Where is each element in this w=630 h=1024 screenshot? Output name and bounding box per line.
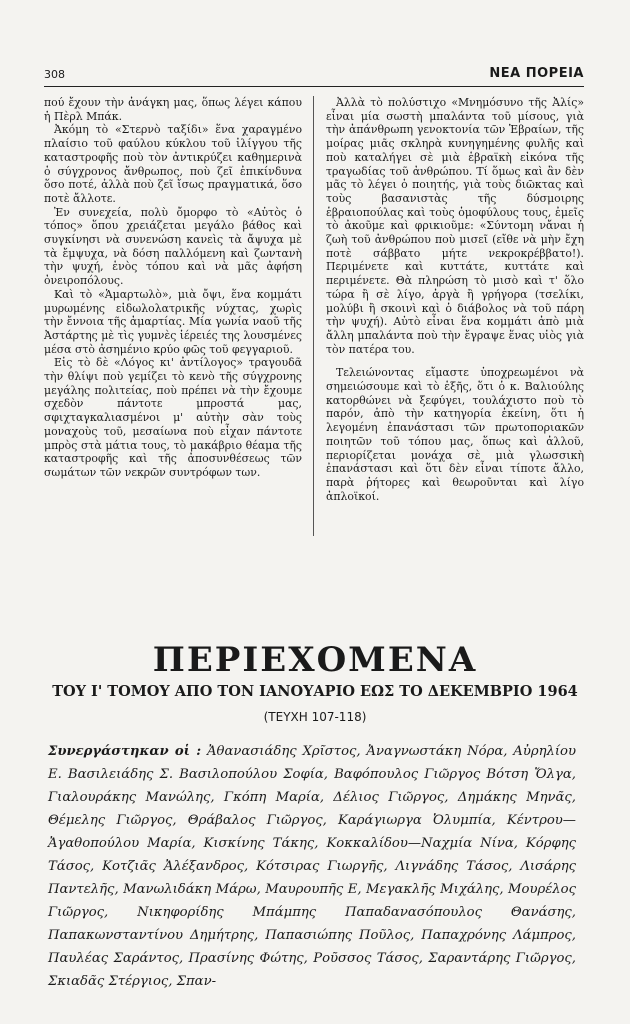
paragraph: Ἀλλὰ τὸ πολύστιχο «Μνημόσυνο τῆς Ἀλίς» εἶναι μία σωστὴ μπαλάντα τοῦ μίσους, γιὰ τὴν ἀπάνθρωπη γενοκτονία τῶν Ἑβραίων, τῆς μοίρας μιᾶς σκληρὰ κυνηγημένης φυλῆς καὶ ποὺ καταλήγει σὲ μιὰ ἑβραϊκὴ εἰκόνα τῆς τραγωδίας τοῦ ἀνθρώπου. Τί ὅμως καὶ ἂν δὲν μᾶς τὸ λέγει ὁ ποιητής, γιὰ τοὺς διῶκτας καὶ τοὺς βασανιστὰς τῆς δύσμοιρης ἑβραιοπούλας καὶ τοὺς ὁμοφύλους τους, ἐμεῖς τὸ ἀκοῦμε καὶ φρικιοῦμε: «Σύντομη νἄναι ἡ ζωὴ τοῦ ἀνθρώπου ποὺ μισεῖ (εἴθε νὰ μὴν ἔχη ποτὲ σάββατο μήτε νεκροκρέββατο!). Περιμένετε καὶ κυττάτε, κυττάτε καὶ περιμένετε. Θὰ πληρώση τὸ μισὸ καὶ τ' ὅλο τώρα ἢ σὲ λίγο, ἀργὰ ἢ γρήγορα (τσελίκι, μολύβι ἢ σκοινὶ καὶ ὁ διάβολος νὰ τοῦ πάρη τὴν ψυχή). Αὐτὸ εἶναι ἕνα κομμάτι ἀπὸ μιὰ ἄλλη μπαλάντα ποὺ τὴν ἔγραψε ἕνας υἱὸς γιὰ τὸν πατέρα του.	[326, 96, 584, 356]
page-number: 308	[44, 68, 65, 81]
contributors-names: Ἀθανασιάδης Χρῖστος, Ἀναγνωστάκη Νόρα, Αὐρηλίου Ε. Βασιλειάδης Σ. Βασιλοπούλου Σοφία, Βαφόπουλος Γιῶργος Βότση Ὄλγα, Γιαλουράκης Μανώλης, Γκόπη Μαρία, Δέλιος Γιῶργος, Δημάκης Μηνᾶς, Θέμελης Γιῶργος, Θράβαλος Γιῶργος, Καράγιωργα Ὀλυμπία, Κέντρου—Ἀγαθοπούλου Μαρία, Κισκίνης Τάκης, Κοκκαλίδου—Ναχμία Νίνα, Κόρφης Τάσος, Κοτζιᾶς Ἀλέξανδρος, Κότσιρας Γιωργῆς, Λιγνάδης Τάσος, Λισάρης Παντελῆς, Μανωλιδάκη Μάρω, Μαυρουπῆς Ε, Μεγακλῆς Μιχάλης, Μουρέλος Γιῶργος, Νικηφορίδης Μπάμπης Παπαδανασόπουλος Θανάσης, Παπακωνσταντίνου Δημήτρης, Παπασιώπης Ποῦλος, Παπαχρόνης Λάμπρος, Παυλέας Σαράντος, Πρασίνης Φώτης, Ροῦσσος Τάσος, Σαραντάρης Γιῶργος, Σκιαδᾶς Στέργιος, Σπαν-	[48, 744, 576, 989]
column-divider	[313, 96, 314, 536]
paragraph: Ἀκόμη τὸ «Στερνὸ ταξίδι» ἕνα χαραγμένο πλαίσιο τοῦ φαύλου κύκλου τοῦ ἰλίγγου τῆς καταστροφῆς ποὺ τὸν ἀντικρύζει καθημερινὰ ὁ σύγχρονος ἄνθρωπος, ποὺ ζεῖ ἐπικίνδυνα ὅσο ποτέ, ἀλλὰ ποὺ ζεῖ ἴσως πραγματικά, ὅσο ποτὲ ἄλλοτε.	[44, 123, 302, 205]
paragraph: πού ἔχουν τὴν ἀνάγκη μας, ὅπως λέγει κάπου ἡ Πὲρλ Μπάκ.	[44, 96, 302, 123]
right-column	[326, 96, 584, 546]
left-column	[44, 96, 302, 546]
paragraph: Καὶ τὸ «Ἁμαρτωλὸ», μιὰ ὄψι, ἕνα κομμάτι μυρωμένης εἰδωλολατρικῆς νύχτας, χωρὶς τὴν ἔννοια τῆς ἁμαρτίας. Μία γωνία ναοῦ τῆς Ἀστάρτης μὲ τὶς γυμνὲς ἱέρειές της λουσμένες μέσα στὸ ἀσημένιο κρύο φῶς τοῦ φεγγαριοῦ.	[44, 287, 302, 356]
paragraph: Τελειώνοντας εἴμαστε ὑποχρεωμένοι νὰ σημειώσουμε καὶ τὸ ἑξῆς, ὅτι ὁ κ. Βαλιούλης κατορθώνει νὰ ξεφύγει, τουλάχιστο ποὺ τὸ παρόν, ἀπὸ τὴν κατηγορία ἐκείνη, ὅτι ἡ λεγομένη ἐπανάστασι τῶν πρωτοποριακῶν ποιητῶν τοῦ τόπου μας, ὅπως καὶ ἀλλοῦ, περιορίζεται μονάχα σὲ μιὰ γλωσσικὴ ἐπανάστασι καὶ ὅτι δὲν εἶναι τίποτε ἄλλο, παρὰ ῥήτορες καὶ θεωροῦνται καὶ λίγο ἀπλοϊκοί.	[326, 366, 584, 503]
toc-title: ΠΕΡΙΕΧΟΜΕΝΑ	[152, 640, 478, 680]
paragraph: Εἰς τὸ δὲ «Λόγος κι' ἀντίλογος» τραγουδᾶ τὴν θλίψι ποὺ γεμίζει τὸ κενὸ τῆς σύγχρονης μεγάλης πολιτείας, ποὺ πρέπει νὰ τὴν ἔχουμε σχεδὸν πάντοτε μπροστά μας, σφιχταγκαλιασμένοι μ' αὐτὴν σὰν τοὺς μοναχοὺς τοῦ, μεσαίωνα ποὺ εἶχαν πάντοτε μπρὸς στὰ μάτια τους, τὸ μακάβριο θέαμα τῆς καταστροφῆς καὶ τῆς ἀποσυνθέσεως τῶν σωμάτων τῶν νεκρῶν συντρόφων των.	[44, 356, 302, 479]
toc-issues: (ΤΕΥΧΗ 107-118)	[263, 710, 367, 724]
page-header	[44, 66, 584, 84]
contributors-list	[48, 740, 576, 993]
running-title: ΝΕΑ ΠΟΡΕΙΑ	[489, 66, 584, 81]
header-rule	[44, 86, 584, 87]
toc-subtitle: ΤΟΥ Ι' ΤΟΜΟΥ ΑΠΟ ΤΟΝ ΙΑΝΟΥΑΡΙΟ ΕΩΣ ΤΟ ΔΕΚΕΜΒΡΙΟ 1964	[52, 683, 578, 700]
paragraph: Ἐν συνεχεία, πολὺ ὄμορφο τὸ «Αὐτὸς ὁ τόπος» ὅπου χρειάζεται μεγάλο βάθος καὶ συγκίνησι νὰ συνενώση κανεὶς τὰ ἄψυχα μὲ τὰ ἔμψυχα, νὰ δόση παλλόμενη καὶ ζωντανὴ τὴν ψυχή, ἑνὸς τόπου καὶ νὰ μᾶς ἀφήση ὀνειροπόλους.	[44, 205, 302, 288]
contributors-lead: Συνεργάστηκαν οἱ :	[48, 744, 202, 759]
article-columns	[44, 96, 584, 546]
